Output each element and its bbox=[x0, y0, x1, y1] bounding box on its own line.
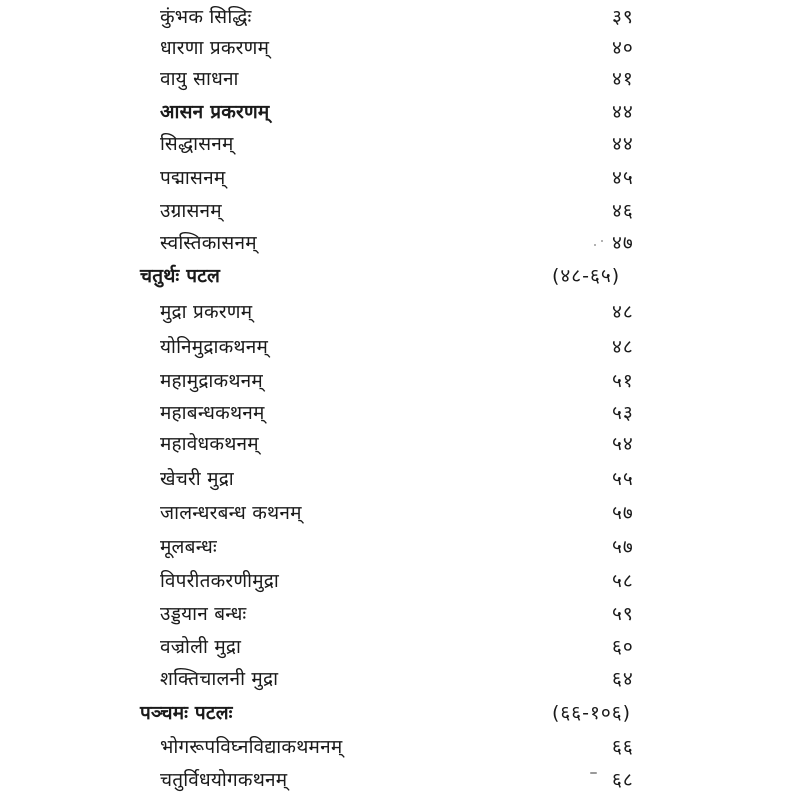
entry-title: वज्रोली मुद्रा bbox=[160, 636, 242, 658]
toc-entry bbox=[0, 530, 799, 564]
entry-page-number: ४४ bbox=[612, 101, 634, 123]
entry-title: मूलबन्धः bbox=[160, 536, 217, 558]
entry-page-number: ४५ bbox=[612, 167, 634, 189]
entry-page-number: ६६ bbox=[612, 736, 634, 758]
toc-entry bbox=[0, 564, 799, 598]
entry-page-number: ५८ bbox=[612, 570, 634, 592]
entry-title: महावेधकथनम् bbox=[160, 433, 259, 455]
toc-entry bbox=[0, 226, 799, 260]
toc-entry bbox=[0, 730, 799, 764]
entry-title: योनिमुद्राकथनम् bbox=[160, 336, 269, 358]
toc-entry bbox=[0, 462, 799, 496]
entry-page-number: ४७ bbox=[612, 232, 634, 254]
entry-title: पद्मासनम् bbox=[160, 167, 226, 189]
entry-title: स्वस्तिकासनम् bbox=[160, 232, 257, 254]
entry-title: विपरीतकरणीमुद्रा bbox=[160, 570, 279, 592]
entry-page-number: ५१ bbox=[612, 370, 634, 392]
toc-entry bbox=[0, 31, 799, 65]
entry-title: धारणा प्रकरणम् bbox=[160, 37, 270, 59]
entry-page-number: ४० bbox=[612, 37, 634, 59]
entry-page-number: ४१ bbox=[612, 68, 634, 90]
toc-entry bbox=[0, 295, 799, 329]
entry-page-number: ५४ bbox=[612, 433, 634, 455]
entry-page-number: ५७ bbox=[612, 536, 634, 558]
entry-title: महाबन्धकथनम् bbox=[160, 402, 265, 424]
toc-entry bbox=[0, 161, 799, 195]
entry-page-number: ५९ bbox=[612, 603, 634, 625]
toc-chapter-heading bbox=[0, 696, 799, 730]
entry-page-number: ४८ bbox=[612, 336, 634, 358]
toc-entry bbox=[0, 427, 799, 461]
toc-entry bbox=[0, 396, 799, 430]
toc-entry bbox=[0, 194, 799, 228]
toc-entry bbox=[0, 630, 799, 664]
toc-section-heading bbox=[0, 95, 799, 129]
entry-page-number: ५५ bbox=[612, 468, 634, 490]
entry-page-number: ५३ bbox=[612, 402, 634, 424]
entry-title: चतुर्विधयोगकथनम् bbox=[160, 769, 288, 791]
chapter-title: पञ्चमः पटलः bbox=[140, 702, 233, 724]
toc-entry bbox=[0, 127, 799, 161]
entry-title: सिद्धासनम् bbox=[160, 133, 234, 155]
section-title: आसन प्रकरणम् bbox=[160, 101, 270, 123]
entry-title: महामुद्राकथनम् bbox=[160, 370, 263, 392]
toc-entry bbox=[0, 364, 799, 398]
entry-title: मुद्रा प्रकरणम् bbox=[160, 301, 253, 323]
toc-entry bbox=[0, 496, 799, 530]
toc-entry bbox=[0, 763, 799, 797]
chapter-title: चतुर्थः पटल bbox=[140, 265, 221, 287]
scan-speck bbox=[590, 772, 597, 774]
entry-page-number: ६४ bbox=[612, 668, 634, 690]
entry-page-number: ५७ bbox=[612, 502, 634, 524]
toc-entry bbox=[0, 597, 799, 631]
entry-title: भोगरूपविघ्नविद्याकथमनम् bbox=[160, 736, 343, 758]
entry-page-number: ६० bbox=[612, 636, 634, 658]
entry-title: उग्रासनम् bbox=[160, 200, 222, 222]
scan-speck bbox=[594, 244, 596, 246]
entry-title: वायु साधना bbox=[160, 68, 239, 90]
chapter-page-range: (६६-१०६) bbox=[552, 702, 632, 724]
entry-page-number: ४४ bbox=[612, 133, 634, 155]
toc-entry bbox=[0, 662, 799, 696]
chapter-page-range: (४८-६५) bbox=[552, 265, 621, 287]
entry-page-number: ६८ bbox=[612, 769, 634, 791]
toc-entry bbox=[0, 330, 799, 364]
toc-chapter-heading bbox=[0, 259, 799, 293]
entry-title: शक्तिचालनी मुद्रा bbox=[160, 668, 279, 690]
entry-page-number: ३९ bbox=[612, 6, 634, 28]
toc-entry bbox=[0, 62, 799, 96]
toc-entry bbox=[0, 0, 799, 34]
entry-page-number: ४८ bbox=[612, 301, 634, 323]
entry-title: कुंभक सिद्धिः bbox=[160, 6, 252, 28]
entry-title: खेचरी मुद्रा bbox=[160, 468, 234, 490]
scan-speck bbox=[601, 240, 603, 242]
entry-title: जालन्धरबन्ध कथनम् bbox=[160, 502, 302, 524]
entry-page-number: ४६ bbox=[612, 200, 634, 222]
entry-title: उड्डयान बन्धः bbox=[160, 603, 247, 625]
